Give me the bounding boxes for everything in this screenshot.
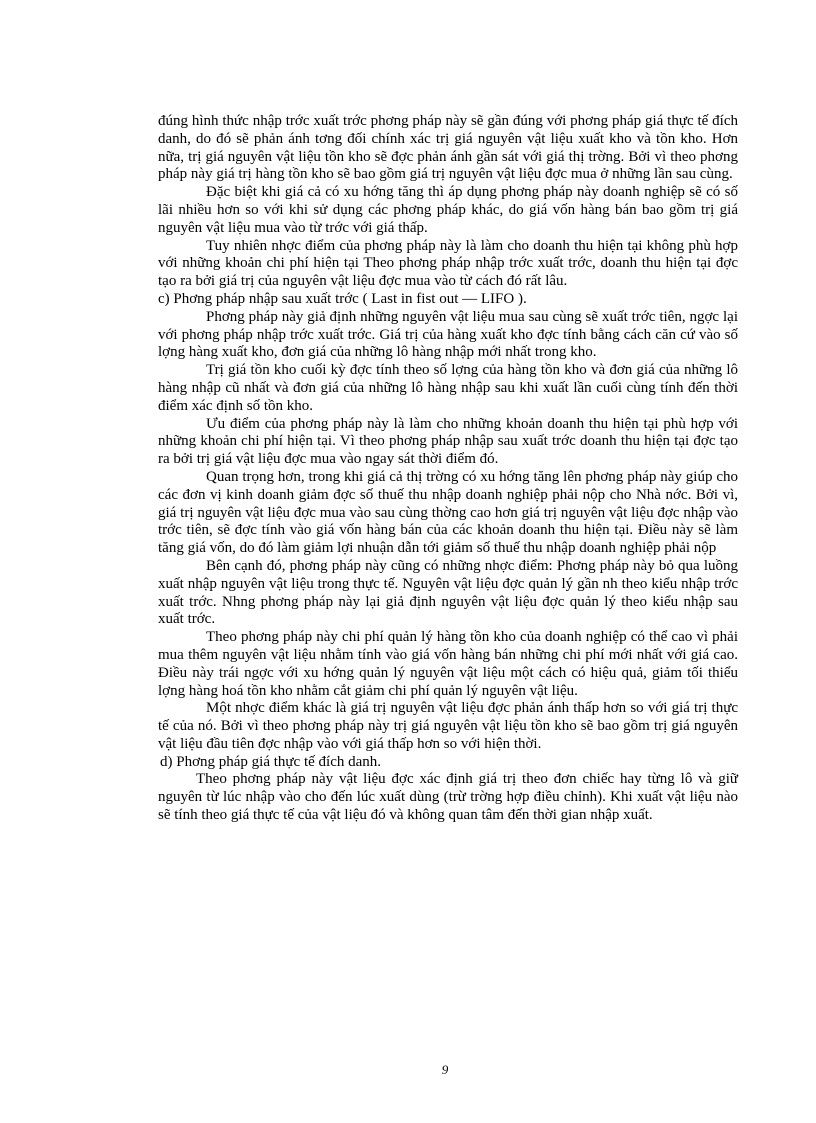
paragraph-fifo-price-increase: Đặc biệt khi giá cả có xu hớng tăng thì áp dụng phơng pháp này doanh nghiệp sẽ có số lãi nhiều hơn so với khi sử dụng các phơng pháp khác, do giá vốn hàng bán bao gồm trị giá nguyên vật liệu mua vào từ trớc với giá thấp. <box>158 184 738 236</box>
paragraph-specific-identification: Theo phơng pháp này vật liệu đợc xác định giá trị theo đơn chiếc hay từng lô và giữ nguyên từ lúc nhập vào cho đến lúc xuất dùng (trừ trờng hợp điều chỉnh). Khi xuất vật liệu nào sẽ tính theo giá thực tế của vật liệu đó và không quan tâm đến thời gian nhập xuất. <box>158 771 738 824</box>
paragraph-lifo-definition: Phơng pháp này giả định những nguyên vật liệu mua sau cùng sẽ xuất trớc tiên, ngợc lại với phơng pháp nhập trớc xuất trớc. Giá trị của hàng xuất kho đợc tính bằng cách căn cứ vào số lợng hàng xuất kho, đơn giá của những lô hàng nhập mới nhất trong kho. <box>158 308 738 361</box>
paragraph-fifo-continuation: đúng hình thức nhập trớc xuất trớc phơng pháp này sẽ gần đúng với phơng pháp giá thực tế đích danh, do đó sẽ phản ánh tơng đối chính xác trị giá nguyên vật liệu xuất kho và tồn kho. Hơn nữa, trị giá nguyên vật liệu tồn kho sẽ đợc phản ánh gần sát với giá thị trờng. Bởi vì theo phơng pháp này giá trị hàng tồn kho sẽ bao gồm giá trị nguyên vật liệu đợc mua ở những lần sau cùng. <box>158 113 738 183</box>
section-heading-specific-identification: d) Phơng pháp giá thực tế đích danh. <box>160 753 382 770</box>
paragraph-lifo-tax-benefit: Quan trọng hơn, trong khi giá cả thị trờng có xu hớng tăng lên phơng pháp này giúp cho các đơn vị kinh doanh giảm đợc số thuế thu nhập doanh nghiệp phải nộp cho Nhà nớc. Bởi vì, giá trị nguyên vật liệu đợc mua vào sau cùng thờng cao hơn giá trị nguyên vật liệu đợc nhập vào trớc tiên, sẽ đợc tính vào giá vốn hàng bán của các khoản doanh thu hiện tại. Điều này sẽ làm tăng giá vốn, do đó làm giảm lợi nhuận dẫn tới giảm số thuế thu nhập doanh nghiệp phải nộp <box>158 468 738 557</box>
page-number: 9 <box>441 1062 449 1077</box>
document-page <box>158 113 738 825</box>
paragraph-fifo-disadvantage: Tuy nhiên nhợc điểm của phơng pháp này là làm cho doanh thu hiện tại không phù hợp với những khoản chi phí hiện tại Theo phơng pháp nhập trớc xuất trớc, doanh thu hiện tại đợc tạo ra bởi giá trị của nguyên vật liệu đợc mua vào từ cách đó rất lâu. <box>158 237 738 290</box>
paragraph-lifo-undervaluation: Một nhợc điểm khác là giá trị nguyên vật liệu đợc phản ánh thấp hơn so với giá trị thực tế của nó. Bởi vì theo phơng pháp này trị giá nguyên vật liệu tồn kho sẽ bao gồm trị giá nguyên vật liệu đầu tiên đợc nhập vào với giá thấp hơn so với hiện thời. <box>158 700 738 752</box>
paragraph-lifo-management-cost: Theo phơng pháp này chi phí quản lý hàng tồn kho của doanh nghiệp có thể cao vì phải mua thêm nguyên vật liệu nhằm tính vào giá vốn hàng bán những chi phí mới nhất với giá cao. Điều này trái ngợc với xu hớng quản lý nguyên vật liệu một cách có hiệu quả, giảm tối thiểu lợng hàng hoá tồn kho nhằm cắt giảm chi phí quản lý nguyên vật liệu. <box>158 629 738 699</box>
paragraph-lifo-disadvantage: Bên cạnh đó, phơng pháp này cũng có những nhợc điểm: Phơng pháp này bỏ qua luồng xuất nhập nguyên vật liệu trong thực tế. Nguyên vật liệu đợc quản lý gần nh theo kiểu nhập trớc xuất trớc. Nhng phơng pháp này lại giả định nguyên vật liệu đợc quản lý theo kiểu nhập sau xuất trớc. <box>158 557 738 628</box>
section-heading-lifo: c) Phơng pháp nhập sau xuất trớc ( Last in fist out — LIFO ). <box>158 290 527 307</box>
paragraph-lifo-ending-inventory: Trị giá tồn kho cuối kỳ đợc tính theo số lợng của hàng tồn kho và đơn giá của những lô hàng nhập cũ nhất và đơn giá của những lô hàng nhập sau khi xuất lần cuối cùng tính đến thời điểm xác định số tồn kho. <box>158 362 738 414</box>
paragraph-lifo-advantage: Ưu điểm của phơng pháp này là làm cho những khoản doanh thu hiện tại phù hợp với những khoản chi phí hiện tại. Vì theo phơng pháp nhập sau xuất trớc doanh thu hiện tại đợc tạo ra bởi trị giá vật liệu đợc mua vào ngay sát thời điểm đó. <box>158 415 738 468</box>
